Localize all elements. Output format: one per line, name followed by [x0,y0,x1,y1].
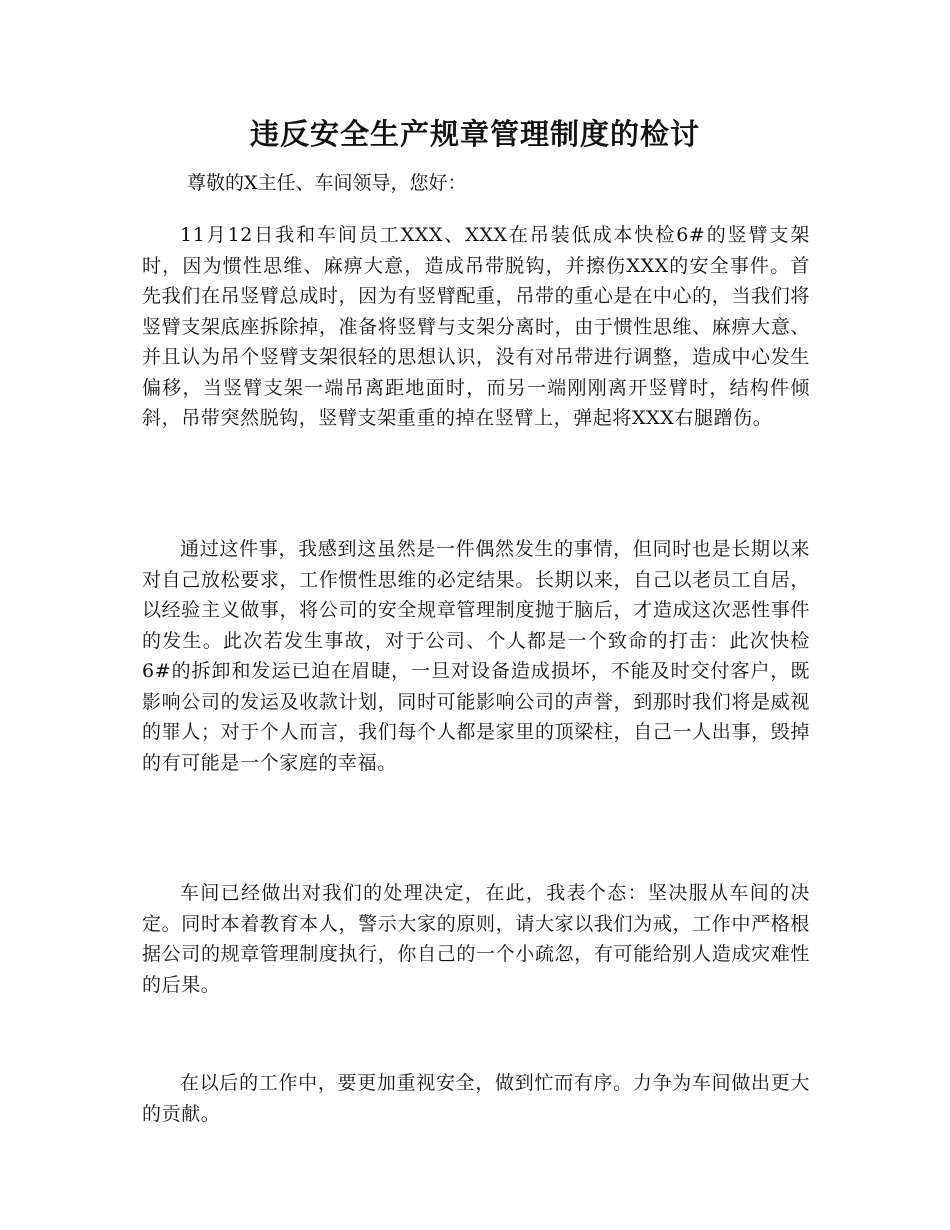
body-paragraph-3: 车间已经做出对我们的处理决定，在此，我表个态：坚决服从车间的决定。同时本着教育本人，警示大家的原则，请大家以我们为戒，工作中严格根据公司的规章管理制度执行，你自己的一个小疏忽，有可能给别人造成灾难性的后果。 [142,882,810,996]
body-paragraph-2: 通过这件事，我感到这虽然是一件偶然发生的事情，但同时也是长期以来对自己放松要求，工作惯性思维的必定结果。长期以来，自己以老员工自居，以经验主义做事，将公司的安全规章管理制度抛于脑后，才造成这次恶性事件的发生。此次若发生事故，对于公司、个人都是一个致命的打击：此次快检6#的拆卸和发运已迫在眉睫，一旦对设备造成损坏，不能及时交付客户，既影响公司的发运及收款计划，同时可能影响公司的声誉，到那时我们将是威视的罪人；对于个人而言，我们每个人都是家里的顶梁柱，自己一人出事，毁掉的有可能是一个家庭的幸福。 [142,538,810,774]
salutation: 尊敬的X主任、车间领导，您好： [187,172,467,194]
body-paragraph-4: 在以后的工作中，要更加重视安全，做到忙而有序。力争为车间做出更大的贡献。 [142,1072,810,1125]
body-paragraph-1: 11月12日我和车间员工XXX、XXX在吊装低成本快检6#的竖臂支架时，因为惯性思维、麻痹大意，造成吊带脱钩，并擦伤XXX的安全事件。首先我们在吊竖臂总成时，因为有竖臂配重，吊带的重心是在中心的，当我们将竖臂支架底座拆除掉，准备将竖臂与支架分离时，由于惯性思维、麻痹大意、并且认为吊个竖臂支架很轻的思想认识，没有对吊带进行调整，造成中心发生偏移，当竖臂支架一端吊离距地面时，而另一端刚刚离开竖臂时，结构件倾斜，吊带突然脱钩，竖臂支架重重的掉在竖臂上，弹起将XXX右腿蹭伤。 [142,224,810,429]
document-title: 违反安全生产规章管理制度的检讨 [249,117,700,151]
